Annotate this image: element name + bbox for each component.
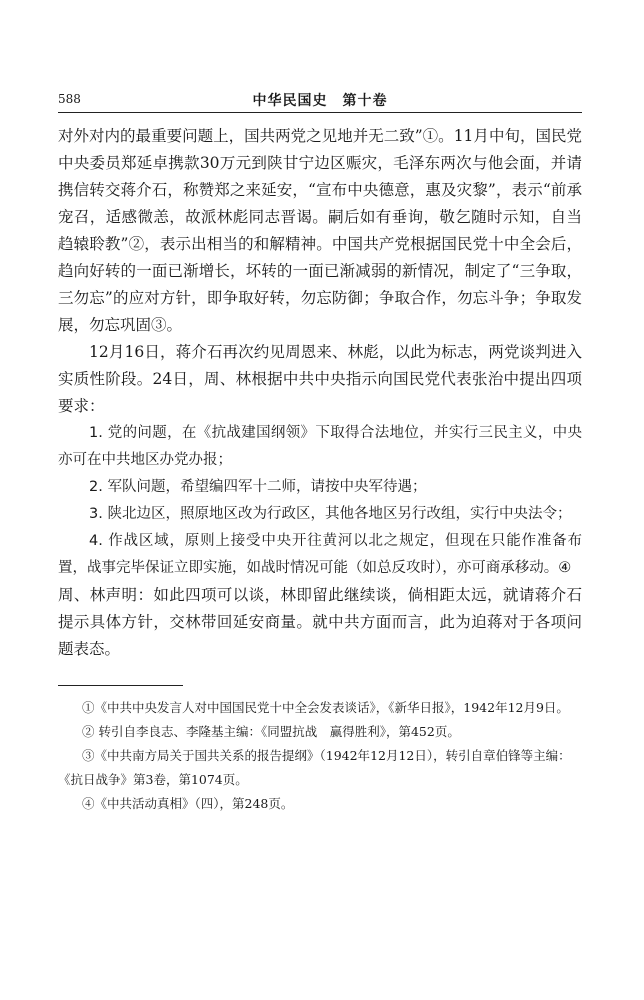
paragraph-3: 周、林声明：如此四项可以谈，林即留此继续谈，倘相距太远，就请蒋介石提示具体方针，交林带回延安商量。就中共方面而言，此为迫蒋对于各项问题表态。 [58,586,582,658]
demand-3: 3. 陕北边区，照原地区改为行政区，其他各地区另行改组，实行中央法令； [89,506,572,522]
running-title: 中华民国史 第十卷 [252,93,388,109]
demand-2: 2. 军队问题，希望编四军十二师，请按中央军待遇； [89,479,427,495]
book-page [58,88,582,816]
page-number: 588 [58,92,81,106]
paragraph-2: 12月16日，蒋介石再次约见周恩来、林彪，以此为标志，两党谈判进入实质性阶段。24日，周、林根据中共中央指示向国民党代表张治中提出四项要求： [58,343,582,415]
footnote-4: ④《中共活动真相》（四），第248页。 [82,796,294,811]
header-rule [58,112,582,113]
footnote-rule [58,685,183,686]
footnote-3: ③《中共南方局关于国共关系的报告提纲》（1942年12月12日），转引自章伯锋等主编：《抗日战争》第3卷，第1074页。 [58,748,571,787]
footnotes [58,696,582,816]
running-header [58,88,582,110]
main-text [58,123,582,663]
demand-1: 1. 党的问题，在《抗战建国纲领》下取得合法地位，并实行三民主义，中央亦可在中共地区办党办报； [58,425,582,468]
paragraph-1: 对外对内的最重要问题上，国共两党之见地并无二致”①。11月中旬，国民党中央委员郑延卓携款30万元到陕甘宁边区赈灾，毛泽东两次与他会面，并请携信转交蒋介石，称赞郑之来延安，“宣布中央德意，惠及灾黎”，表示“前承宠召，适感微恙，故派林彪同志晋谒。嗣后如有垂询，敬乞随时示知，自当趋辕聆教”②，表示出相当的和解精神。中国共产党根据国民党十中全会后，趋向好转的一面已渐增长，坏转的一面已渐减弱的新情况，制定了“三争取，三勿忘”的应对方针，即争取好转，勿忘防御；争取合作，勿忘斗争；争取发展，勿忘巩固③。 [58,127,582,334]
footnote-1: ①《中共中央发言人对中国国民党十中全会发表谈话》，《新华日报》，1942年12月9日。 [82,700,569,715]
four-demands-quote [58,420,582,582]
footnote-2: ② 转引自李良志、李隆基主编：《同盟抗战 赢得胜利》，第452页。 [82,724,460,739]
demand-4: 4. 作战区域，原则上接受中央开往黄河以北之规定，但现在只能作准备布置，战事完毕保证立即实施，如战时情况可能（如总反攻时），亦可商承移动。④ [58,533,582,576]
